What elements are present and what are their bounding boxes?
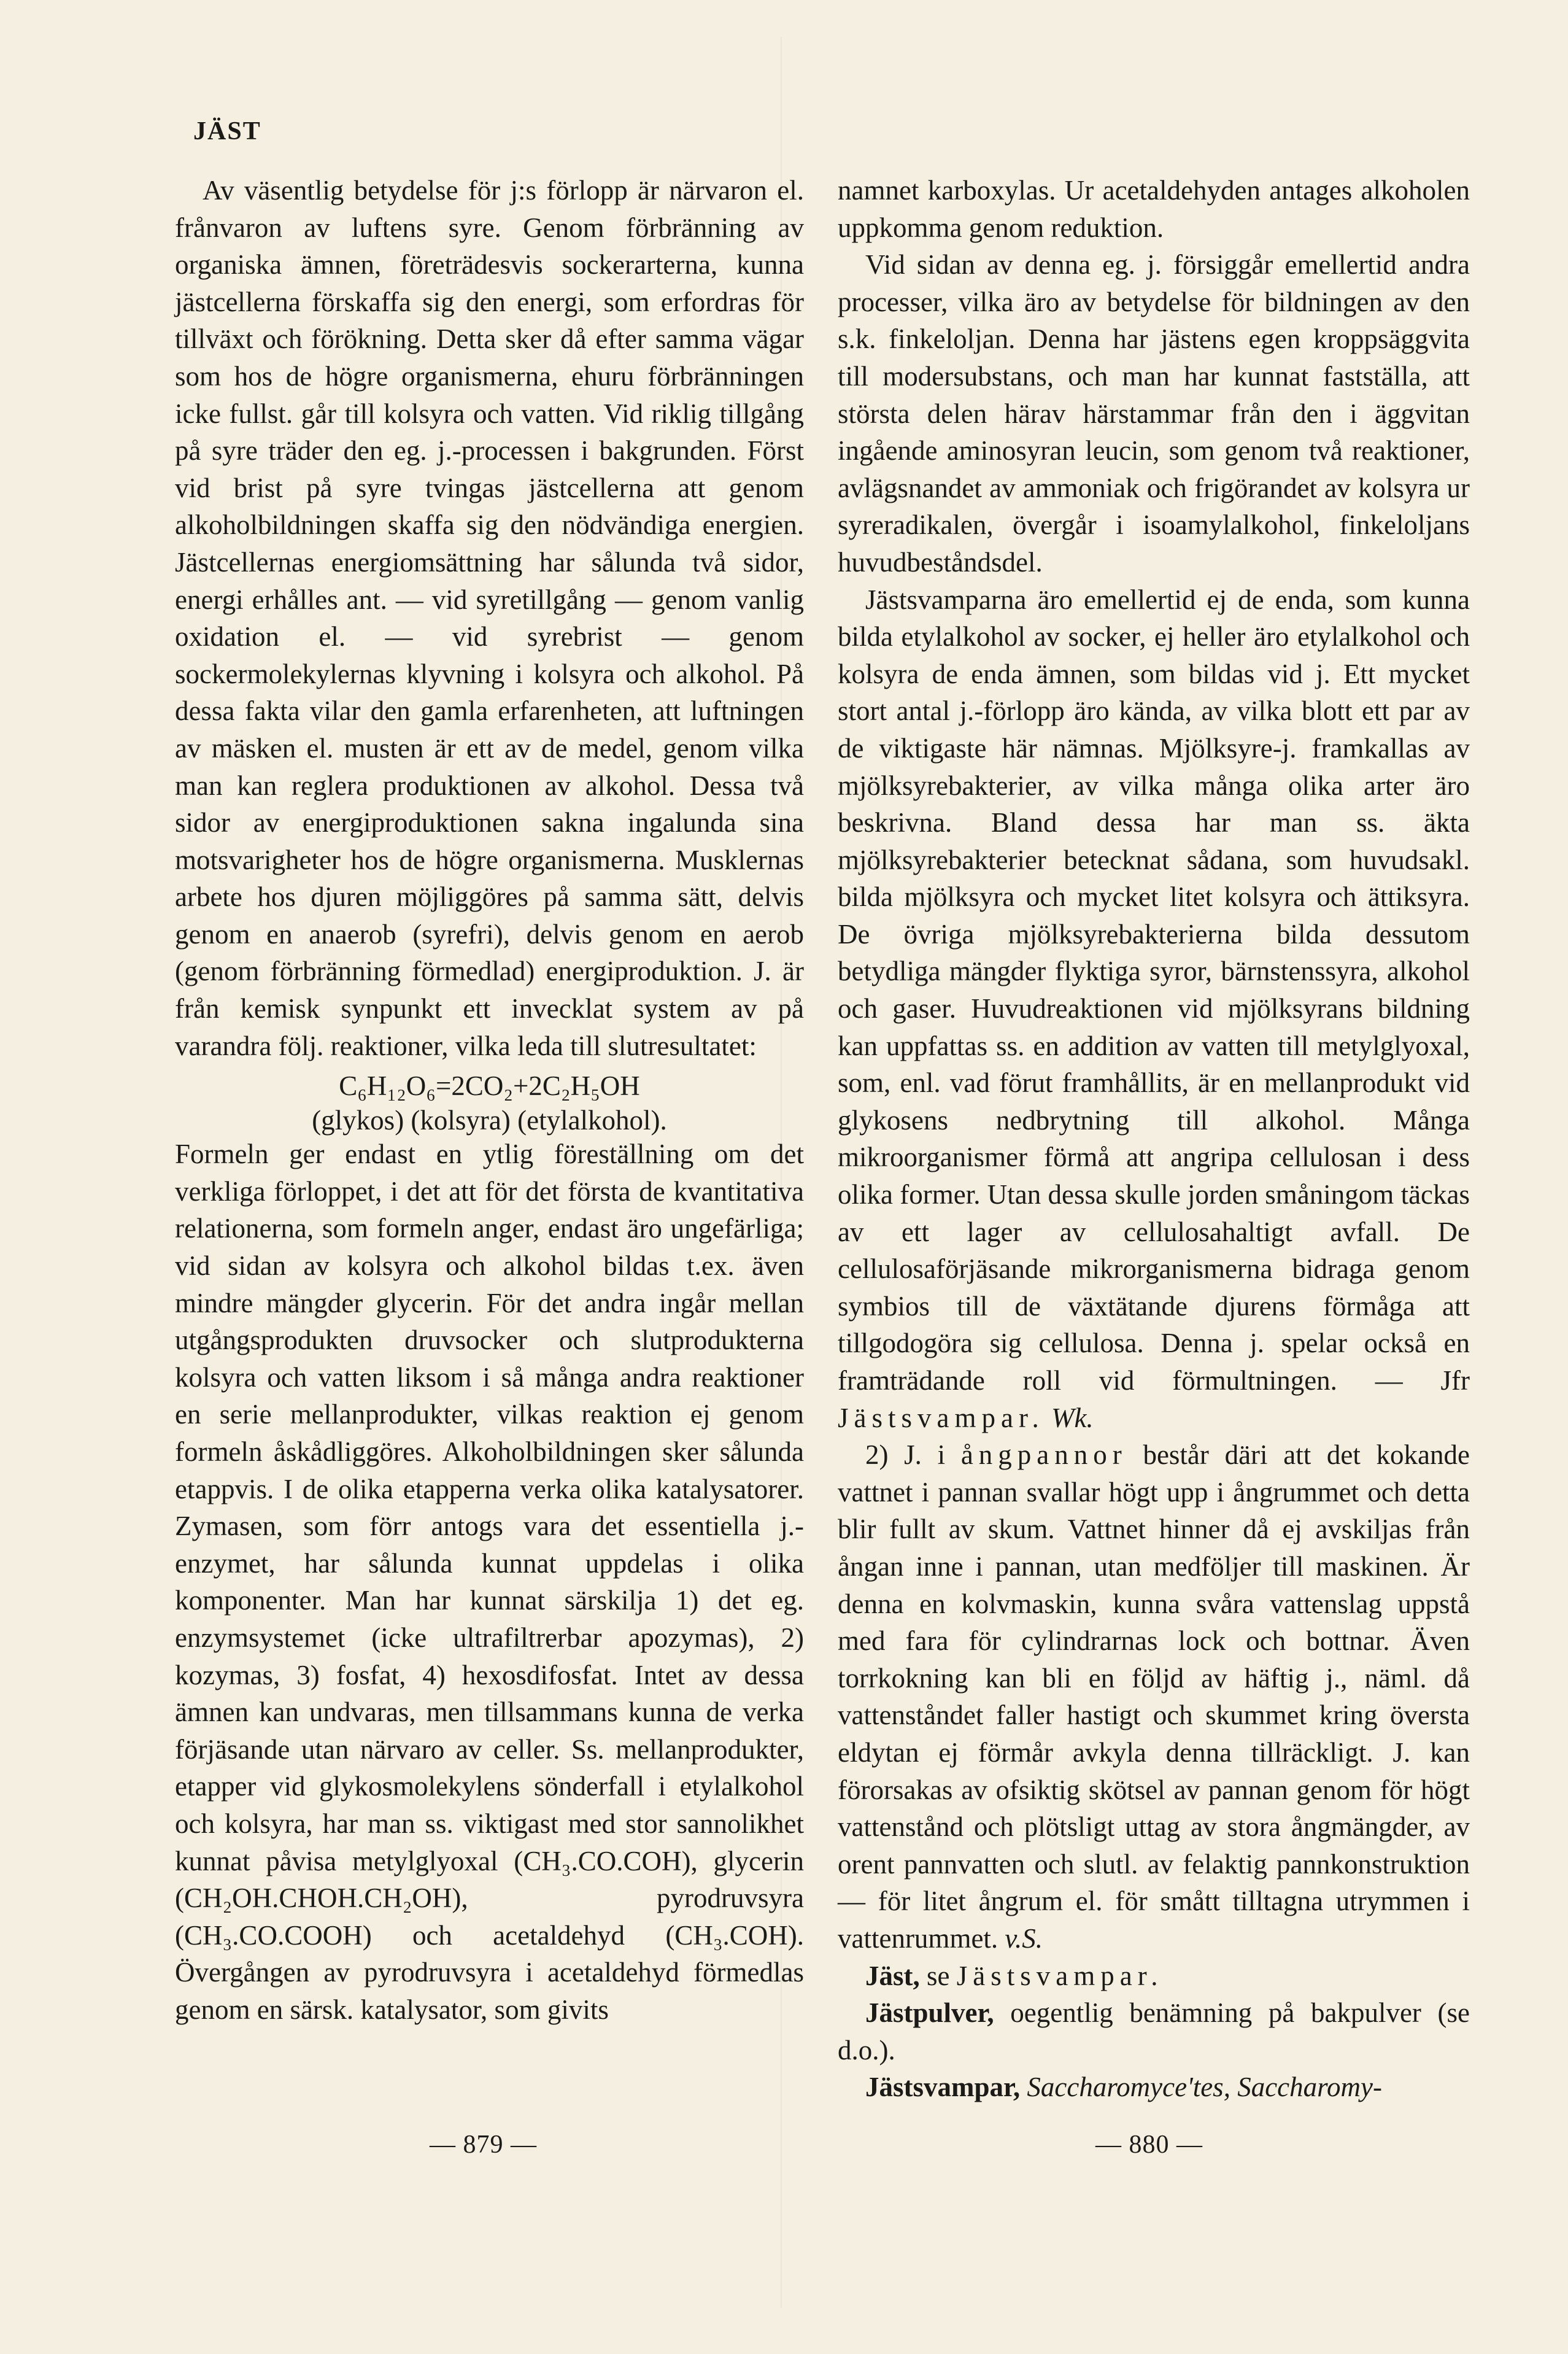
paragraph-3-text: Jästsvamparna äro emellertid ej de enda, som kunna bilda etylalkohol av socker, ej heller äro etylalkohol och kolsyra de enda ämnen, som bildas vid j. Ett mycket stort antal j.-förlopp äro kända, av vilka blott ett par av de viktigaste här nämnas. Mjölksyre-j. framkallas av mjölksyrebakterier, av vilka många olika arter äro beskrivna. Bland dessa har man ss. äkta mjölksyrebakterier betecknat sådana, som huvudsakl. bilda mjölksyra och mycket litet kolsyra och ättiksyra. De övriga mjölksyrebakterierna bilda dessutom betydliga mängder flyktiga syror, bärnstenssyra, alkohol och gaser. Huvudreaktionen vid mjölksyrans bildning kan uppfattas ss. en addition av vatten till metylglyoxal, som, enl. vad förut framhållits, är en mellanprodukt vid glykosens nedbrytning till alkohol. Många mikroorganismer förmå att angripa cellulosan i dess olika former. Utan dessa skulle jorden småningom täckas av ett lager av cellulosahaltigt avfall. De cellulosaförjäsande mikrorganismerna bidraga genom symbios till de växtätande djurens förmåga att tillgodogöra sig cellulosa. Denna j. spelar också en framträdande roll vid förmultningen. — Jfr bbox=[838, 584, 1470, 1396]
right-paragraph-4 bbox=[838, 1436, 1470, 1957]
right-column bbox=[838, 172, 1470, 2106]
right-paragraph-2: Vid sidan av denna eg. j. försiggår emellertid andra processer, vilka äro av betydelse för bildningen av den s.k. finkeloljan. Denna har jästens egen kroppsäggvita till modersubstans, och man har kunnat fastställa, att största delen härav härstammar från den i äggvitan ingående aminosyran leucin, som genom två reaktioner, avlägsnandet av ammoniak och frigörandet av kolsyra ur syreradikalen, övergår i isoamylalkohol, finkeloljans huvudbeståndsdel. bbox=[838, 249, 1470, 578]
formula-labels: (glykos) (kolsyra) (etylalkohol). bbox=[312, 1105, 667, 1136]
entry-heading: Jästpulver, bbox=[865, 1997, 994, 2029]
chemical-formula: C₆H₁₂O₆=2CO₂+2C₂H₅OH bbox=[339, 1071, 640, 1102]
left-column bbox=[175, 172, 804, 2029]
entry-jastpulver bbox=[838, 1994, 1470, 2069]
entry-text: se bbox=[927, 1960, 950, 1991]
entry-reference[interactable]: Jästsvampar. bbox=[956, 1960, 1164, 1991]
page-number-left: — 879 — bbox=[430, 2131, 537, 2159]
cross-reference[interactable]: Jästsvampar. bbox=[838, 1402, 1045, 1433]
running-header: JÄST bbox=[193, 117, 261, 145]
section-number: 2) J. i bbox=[865, 1439, 946, 1471]
right-paragraph-1: namnet karboxylas. Ur acetaldehyden antages alkoholen uppkomma genom reduktion. bbox=[838, 175, 1470, 243]
left-paragraph-2: Formeln ger endast en ytlig föreställning om det verkliga förloppet, i det att för det första de kvantitativa relationerna, som formeln anger, endast äro ungefärliga; vid sidan av kolsyra och alkohol bildas t.ex. även mindre mängder glycerin. För det andra ingår mellan utgångsprodukten druvsocker och slutprodukterna kolsyra och vatten liksom i så många andra reaktioner en serie mellanprodukter, vilkas reaktion ej genom formeln åskådliggöres. Alkoholbildningen sker sålunda etappvis. I de olika etapperna verka olika katalysatorer. Zymasen, som förr antogs vara det essentiella j.-enzymet, har sålunda kunnat uppdelas i olika komponenter. Man har kunnat särskilja 1) det eg. enzymsystemet (icke ultrafiltrerbar apozymas), 2) kozymas, 3) fosfat, 4) hexosdifosfat. Intet av dessa ämnen kan undvaras, men tillsammans kunna de verka förjäsande utan närvaro av celler. Ss. mellanprodukter, etapper vid glykosmolekylens sönderfall i etylalkohol och kolsyra, har man ss. viktigast med stor sannolikhet kunnat påvisa metylglyoxal (CH₃.CO.COH), glycerin (CH₂OH.CHOH.CH₂OH), pyrodruvsyra (CH₃.CO.COOH) och acetaldehyd (CH₃.COH). Övergången av pyrodruvsyra i acetaldehyd förmedlas genom en särsk. katalysator, som givits bbox=[175, 1139, 804, 2025]
page-number-right: — 880 — bbox=[1095, 2131, 1203, 2159]
entry-latin-name: Saccharomyce'tes, Saccharomy- bbox=[1027, 2072, 1382, 2103]
right-paragraph-3 bbox=[838, 581, 1470, 1437]
left-paragraph-1: Av väsentlig betydelse för j:s förlopp är närvaron el. frånvaron av luftens syre. Genom förbränning av organiska ämnen, företrädesvis sockerarterna, kunna jästcellerna förskaffa sig den energi, som erfordras för tillväxt och förökning. Detta sker då efter samma vägar som hos de högre organismerna, ehuru förbränningen icke fullst. går till kolsyra och vatten. Vid riklig tillgång på syre träder den eg. j.-processen i bakgrunden. Först vid brist på syre tvingas jästcellerna att genom alkoholbildningen skaffa sig den nödvändiga energien. Jästcellernas energiomsättning har sålunda två sidor, energi erhålles ant. — vid syretillgång — genom vanlig oxidation el. — vid syrebrist — genom sockermolekylernas klyvning i kolsyra och alkohol. På dessa fakta vilar den gamla erfarenheten, att luftningen av mäsken el. musten är ett av de medel, genom vilka man kan reglera produktionen av alkohol. Dessa två sidor av energiproduktionen sakna ingalunda sina motsvarigheter hos de högre organismerna. Musklernas arbete hos djuren möjliggöres på samma sätt, delvis genom en anaerob (syrefri), delvis genom en aerob (genom förbränning förmedlad) energiproduktion. J. är från kemisk synpunkt ett invecklat system av på varandra följ. reaktioner, vilka leda till slutresultatet: bbox=[175, 175, 804, 1061]
section-term: ångpannor bbox=[960, 1439, 1127, 1471]
entry-heading: Jästsvampar, bbox=[865, 2072, 1021, 2103]
entry-text: oegentlig benämning på bakpulver (se d.o.). bbox=[838, 1997, 1470, 2066]
entry-jastsvampar bbox=[838, 2069, 1470, 2106]
paragraph-4-text: består däri att det kokande vattnet i pannan svallar högt upp i ångrummet och detta blir fullt av skum. Vattnet hinner då ej avskiljas från ångan inne i pannan, utan medföljer till maskinen. Är denna en kolvmaskin, kunna svåra vattenslag uppstå med fara för cylindrarnas lock och bottnar. Även torrkokning kan bli en följd av häftig j., näml. då vattenståndet faller hastigt och skummet kring översta eldytan ej förmår avkyla denna tillräckligt. J. kan förorsakas av ofsiktig skötsel av pannan genom för högt vattenstånd och plötsligt uttag av stora ångmängder, av orent pannvatten och slutl. av felaktig pannkonstruktion — för litet ångrum el. för smått tilltagna utrymmen i vattenrummet. bbox=[838, 1439, 1470, 1954]
author-signature-2: v.S. bbox=[1005, 1922, 1043, 1954]
entry-jast bbox=[838, 1957, 1470, 1995]
entry-heading: Jäst, bbox=[865, 1960, 920, 1991]
author-signature: Wk. bbox=[1051, 1402, 1094, 1433]
